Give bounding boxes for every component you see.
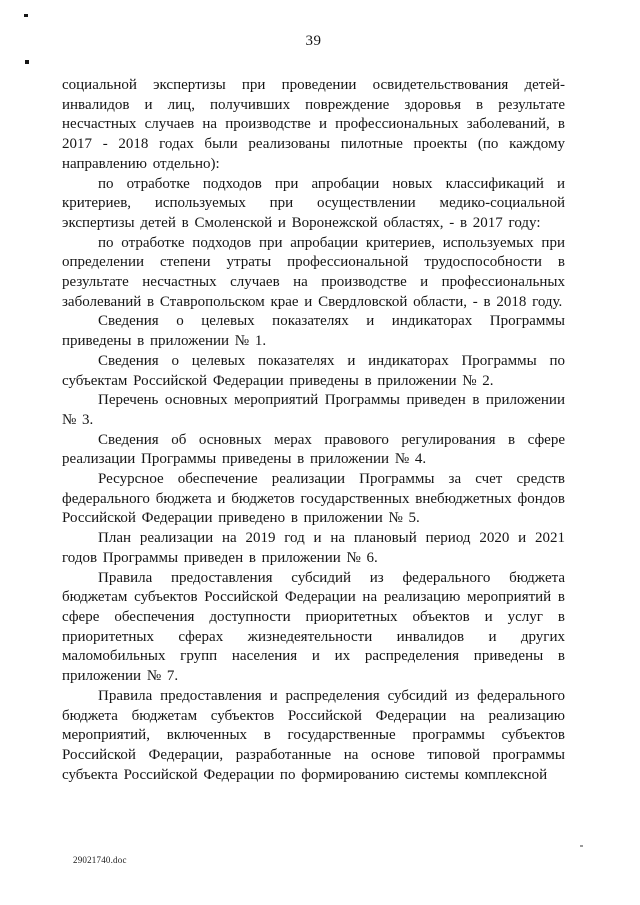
paragraph: Перечень основных мероприятий Программы приведен в приложении № 3. [62,392,565,428]
paragraph: Сведения о целевых показателях и индикаторах Программы приведены в приложении № 1. [62,313,565,350]
paragraph: Правила предоставления и распределения субсидий из федерального бюджета бюджетам субъектов Российской Федерации на реализацию мероприятий, включенных в государственные программы субъектов Российской Федерации, разработанные на основе типовой программы субъекта Российской Федерации по формированию системы комплексной [62,687,565,783]
paragraph: по отработке подходов при апробации критериев, используемых при определении степени утраты профессиональной трудоспособности в результате несчастных случаев на производстве и профессиональных заболеваний в Ставропольском крае и Свердловской области, - в 2018 году. [62,234,565,310]
paragraph: Сведения о целевых показателях и индикаторах Программы по субъектам Российской Федерации приведены в приложении № 2. [62,352,565,389]
scan-artifact-mark [580,845,583,847]
scan-artifact-mark [25,60,29,64]
paragraph: Правила предоставления субсидий из федерального бюджета бюджетам субъектов Российской Федерации на реализацию мероприятий в сфере обеспечения доступности приоритетных объектов и услуг в приоритетных сферах жизнедеятельности инвалидов и других маломобильных групп населения и их распределения приведены в приложении № 7. [62,569,565,685]
paragraph: по отработке подходов при апробации новых классификаций и критериев, используемых при осуществлении медико-социальной экспертизы детей в Смоленской и Воронежской областях, - в 2017 году: [62,175,565,231]
paragraph: Ресурсное обеспечение реализации Программы за счет средств федерального бюджета и бюджетов государственных внебюджетных фондов Российской Федерации приведено в приложении № 5. [62,471,565,527]
scan-artifact-mark [24,14,28,17]
footer-filename: 29021740.doc [73,855,127,865]
page-number: 39 [305,33,322,49]
paragraph: Сведения об основных мерах правового регулирования в сфере реализации Программы приведены в приложении № 4. [62,431,565,468]
paragraph: социальной экспертизы при проведении освидетельствования детей-инвалидов и лиц, получивших повреждение здоровья в результате несчастных случаев на производстве и профессиональных заболеваний, в 2017 - 2018 годах были реализованы пилотные проекты (по каждому направлению отдельно): [62,77,565,172]
paragraph: План реализации на 2019 год и на плановый период 2020 и 2021 годов Программы приведен в приложении № 6. [62,530,565,566]
document-body [62,76,565,785]
